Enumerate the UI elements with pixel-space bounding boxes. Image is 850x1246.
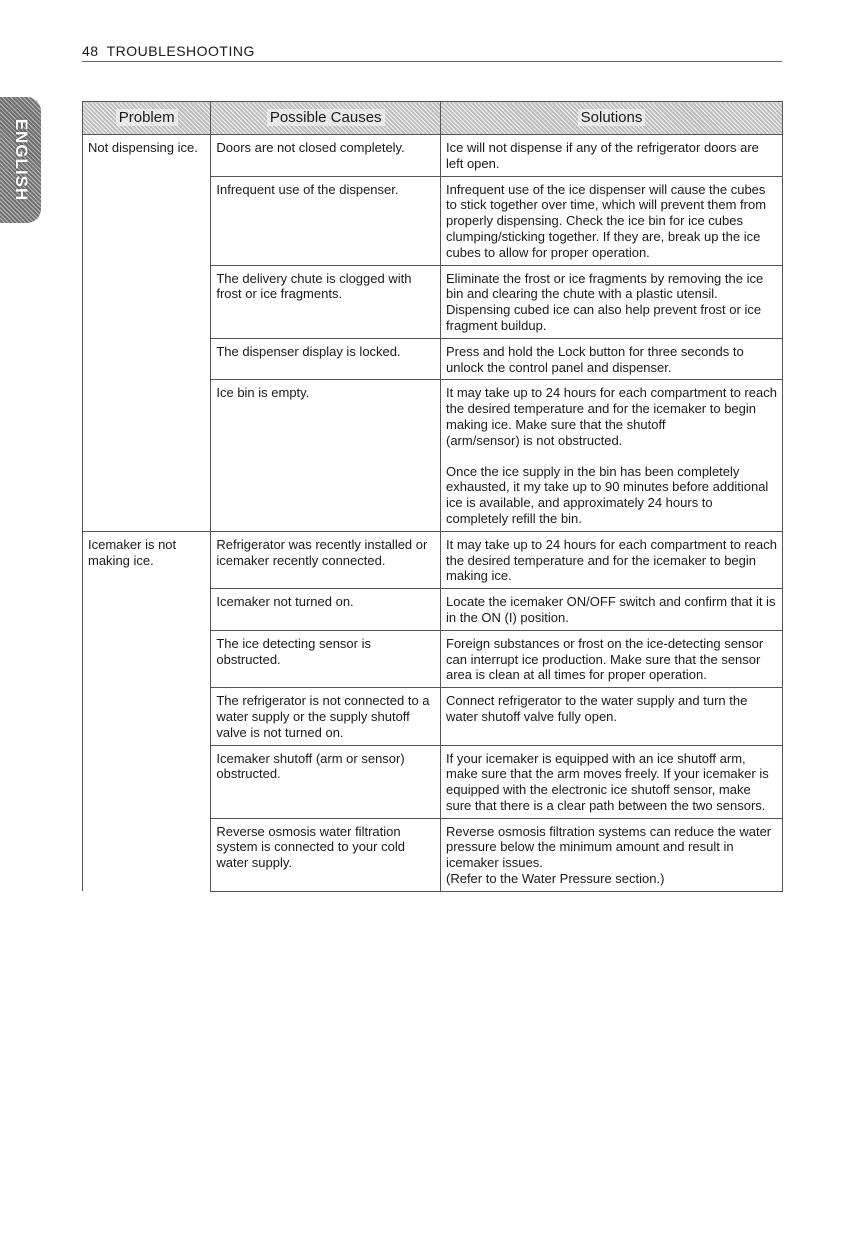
- cause-cell: Infrequent use of the dispenser.: [211, 176, 441, 265]
- cause-cell: The delivery chute is clogged with frost or ice fragments.: [211, 265, 441, 338]
- solution-cell: [441, 531, 783, 588]
- solution-cell: [441, 589, 783, 631]
- solution-paragraph: Reverse osmosis filtration systems can reduce the water pressure below the minimum amount and result in icemaker issues. (Refer to the Water Pressure section.): [446, 823, 772, 887]
- solution-paragraph: Foreign substances or frost on the ice-detecting sensor can interrupt ice production. Make sure that the sensor area is clean at all times for proper operation.: [446, 635, 764, 683]
- solution-paragraph: It may take up to 24 hours for each compartment to reach the desired temperature and for the icemaker to begin making ice.: [446, 536, 777, 584]
- language-tab-label: ENGLISH: [11, 118, 31, 202]
- solution-cell: [441, 265, 783, 338]
- solution-paragraph: Infrequent use of the ice dispenser will cause the cubes to stick together over time, which will prevent them from properly dispensing. Check the ice bin for ice cubes clumping/sticking together. If they are, break up the ice cubes to allow for proper operation.: [446, 181, 767, 260]
- cause-cell: The ice detecting sensor is obstructed.: [211, 630, 441, 687]
- cause-cell: Refrigerator was recently installed or icemaker recently connected.: [211, 531, 441, 588]
- solution-paragraph: Once the ice supply in the bin has been completely exhausted, it my take up to 90 minutes before additional ice is available, and approximately 24 hours to completely refill the bin.: [446, 463, 769, 526]
- solution-paragraph: Connect refrigerator to the water supply and turn the water shutoff valve fully open.: [446, 693, 748, 724]
- column-header-solutions: Solutions: [441, 102, 783, 135]
- cause-cell: Reverse osmosis water filtration system is connected to your cold water supply.: [211, 818, 441, 891]
- solution-paragraph: Press and hold the Lock button for three seconds to unlock the control panel and dispenser.: [446, 343, 744, 375]
- cause-cell: Icemaker shutoff (arm or sensor) obstructed.: [211, 745, 441, 818]
- solution-paragraph: Ice will not dispense if any of the refrigerator doors are left open.: [446, 140, 759, 171]
- solution-cell: [441, 176, 783, 265]
- solution-cell: [441, 745, 783, 818]
- solution-paragraph: Eliminate the frost or ice fragments by removing the ice bin and clearing the chute with a plastic utensil. Dispensing cubed ice can also help prevent frost or ice fragment buildup.: [446, 270, 764, 333]
- column-header-causes: Possible Causes: [211, 102, 441, 135]
- table-header-row: [83, 102, 783, 135]
- solution-paragraph: If your icemaker is equipped with an ice shutoff arm, make sure that the arm moves freely. If your icemaker is equipped with the electronic ice shutoff sensor, make sure that there is a clear path between the two sensors.: [446, 750, 769, 813]
- column-header-problem: Problem: [83, 102, 211, 135]
- solution-cell: [441, 630, 783, 687]
- table-row: [83, 135, 783, 177]
- page-number: 48: [82, 43, 99, 59]
- solution-cell: [441, 135, 783, 177]
- section-title: TROUBLESHOOTING: [106, 43, 255, 59]
- troubleshooting-table: [82, 101, 783, 892]
- solution-cell: [441, 380, 783, 531]
- cause-cell: The dispenser display is locked.: [211, 338, 441, 380]
- cause-cell: Ice bin is empty.: [211, 380, 441, 531]
- solution-cell: [441, 688, 783, 745]
- problem-cell: Icemaker is not making ice.: [83, 531, 211, 891]
- solution-cell: [441, 338, 783, 380]
- problem-cell: Not dispensing ice.: [83, 135, 211, 532]
- table-body: [83, 135, 783, 892]
- solution-cell: [441, 818, 783, 891]
- cause-cell: The refrigerator is not connected to a water supply or the supply shutoff valve is not turned on.: [211, 688, 441, 745]
- cause-cell: Doors are not closed completely.: [211, 135, 441, 177]
- solution-paragraph: It may take up to 24 hours for each compartment to reach the desired temperature and for the icemaker to begin making ice. Make sure that the shutoff (arm/sensor) is not obstructed.: [446, 385, 777, 448]
- table-row: [83, 531, 783, 588]
- cause-cell: Icemaker not turned on.: [211, 589, 441, 631]
- language-tab: [0, 97, 41, 223]
- page-header: [82, 43, 782, 62]
- solution-paragraph: Locate the icemaker ON/OFF switch and confirm that it is in the ON (I) position.: [446, 594, 776, 625]
